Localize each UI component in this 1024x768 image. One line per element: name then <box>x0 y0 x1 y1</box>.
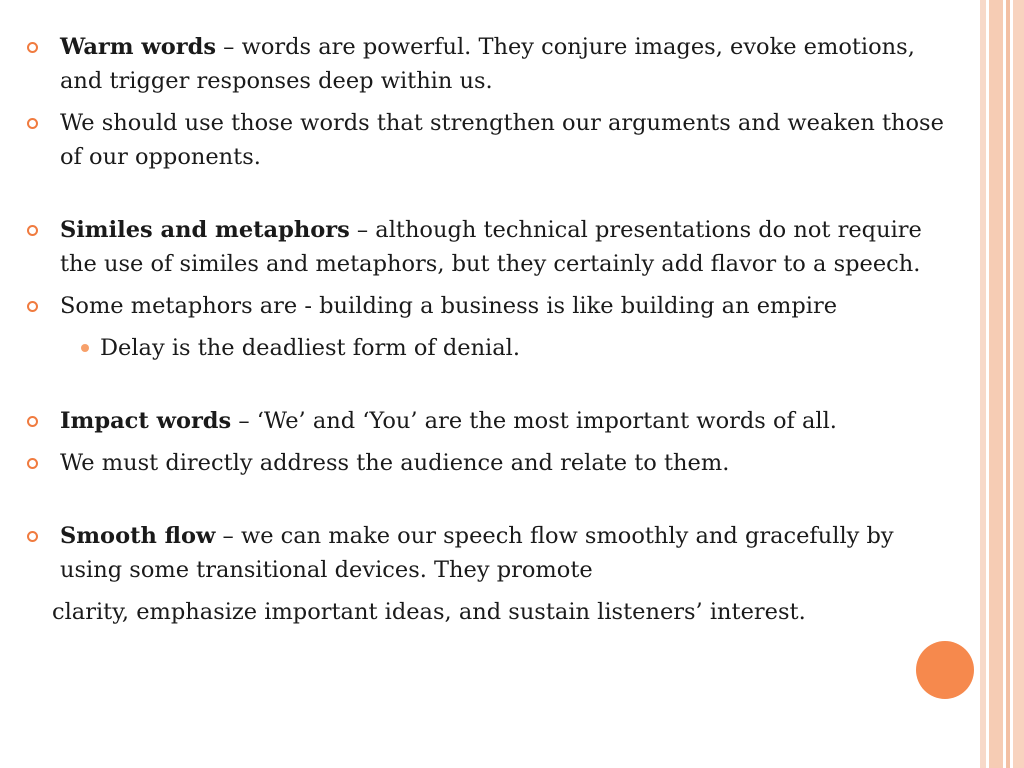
bullet-item <box>60 404 960 438</box>
term: Similes and metaphors <box>60 217 350 243</box>
bullet-icon <box>27 118 38 129</box>
decorative-stripes <box>980 0 1024 768</box>
bullet-item <box>60 446 960 480</box>
bullet-icon <box>27 225 38 236</box>
sub-bullet-item <box>100 331 960 365</box>
bullet-item <box>60 519 960 587</box>
term: Warm words <box>60 34 217 60</box>
description: Some metaphors are - building a business is like building an empire <box>60 293 838 319</box>
term: Smooth flow <box>60 523 216 549</box>
bullet-item <box>60 30 960 98</box>
term: Impact words <box>60 408 232 434</box>
description: Delay is the deadliest form of denial. <box>100 335 521 361</box>
bullet-icon <box>27 458 38 469</box>
description: – words are powerful. They conjure images, evoke emotions, and trigger responses deep within us. <box>60 34 915 94</box>
bullet-icon <box>27 301 38 312</box>
bullet-item <box>60 289 960 323</box>
description: We must directly address the audience and relate to them. <box>60 450 730 476</box>
decorative-circle <box>916 641 974 699</box>
sub-bullet-icon <box>81 344 89 352</box>
bullet-icon <box>27 416 38 427</box>
bullet-item <box>60 106 960 174</box>
continuation-text: clarity, emphasize important ideas, and sustain listeners’ interest. <box>52 599 806 625</box>
description: – we can make our speech flow smoothly and gracefully by using some transitional devices. They promote <box>60 523 894 583</box>
slide-content <box>0 30 980 629</box>
description: – although technical presentations do not require the use of similes and metaphors, but they certainly add flavor to a speech. <box>60 217 922 277</box>
bullet-item <box>60 213 960 281</box>
description: – ‘We’ and ‘You’ are the most important words of all. <box>231 408 837 434</box>
bullet-icon <box>27 42 38 53</box>
bullet-icon <box>27 531 38 542</box>
description: We should use those words that strengthen our arguments and weaken those of our opponents. <box>60 110 944 170</box>
